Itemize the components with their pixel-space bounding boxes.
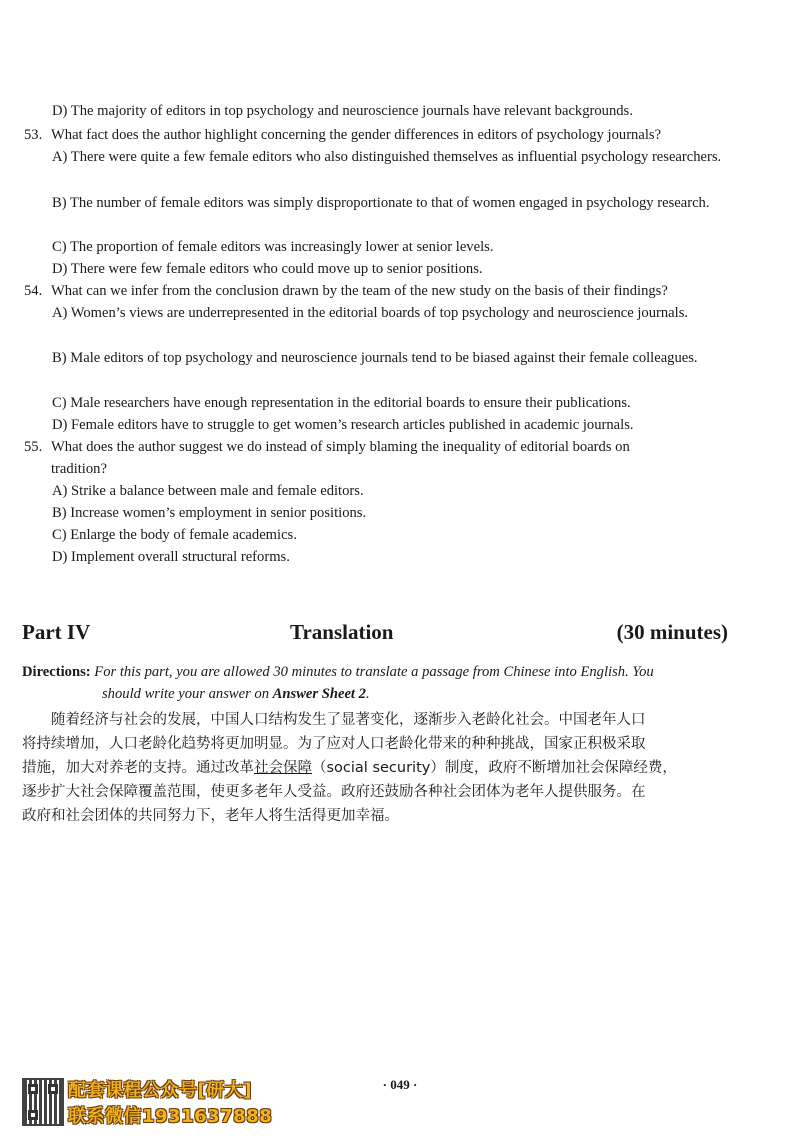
- passage-line-2: 将持续增加，人口老龄化趋势将更加明显。为了应对人口老龄化带来的种种挑战，国家正积极采取: [22, 736, 646, 752]
- promo-watermark: [22, 1076, 322, 1130]
- answer-sheet-ref: Answer Sheet 2: [272, 686, 366, 702]
- q54-stem: [24, 280, 730, 302]
- social-security-term: 社会保障: [254, 760, 312, 776]
- q53-stem-text: What fact does the author highlight concerning the gender differences in editors of psychology journals?: [51, 127, 662, 143]
- passage-line-3b: （social security）制度，政府不断增加社会保障经费，: [312, 760, 677, 776]
- promo-line-1: 配套课程公众号[研大]: [68, 1080, 252, 1101]
- q55-option-a: A) Strike a balance between male and female editors.: [52, 483, 364, 499]
- part-label: Part IV: [22, 620, 91, 644]
- q55-option-c: C) Enlarge the body of female academics.: [52, 527, 297, 543]
- directions-text-2a: should write your answer on: [102, 686, 273, 702]
- q52-option-d: D) The majority of editors in top psychology and neuroscience journals have relevant backgrounds.: [52, 103, 633, 119]
- q53-option-a: A) There were quite a few female editors who also distinguished themselves as influential psychology researchers.: [52, 149, 722, 165]
- directions-label: Directions:: [22, 664, 91, 680]
- q54-option-c: C) Male researchers have enough representation in the editorial boards to ensure their publications.: [52, 395, 631, 411]
- passage-line-5: 政府和社会团体的共同努力下，老年人将生活得更加幸福。: [22, 808, 399, 824]
- q53-option-d: D) There were few female editors who could move up to senior positions.: [52, 261, 483, 277]
- promo-line-2: 联系微信1931637888: [68, 1106, 273, 1127]
- q54-option-b: B) Male editors of top psychology and neuroscience journals tend to be biased against their female colleagues.: [52, 350, 698, 366]
- q54-option-a: A) Women’s views are underrepresented in the editorial boards of top psychology and neuroscience journals.: [52, 305, 689, 321]
- q55-stem-line1: What does the author suggest we do instead of simply blaming the inequality of editorial boards on: [51, 439, 630, 455]
- directions-text-line1: For this part, you are allowed 30 minutes to translate a passage from Chinese into English. You: [94, 664, 654, 680]
- q54-number: 54.: [24, 283, 43, 299]
- passage-line-3a: 措施，加大对养老的支持。通过改革: [22, 760, 254, 776]
- page-number: · 049 ·: [382, 1077, 418, 1092]
- q55-option-b: B) Increase women’s employment in senior positions.: [52, 505, 367, 521]
- qr-finder-bottom-left: [28, 1110, 38, 1120]
- qr-code-icon: [22, 1078, 64, 1126]
- directions-text-line2: [22, 683, 728, 705]
- qr-finder-top-right: [48, 1084, 58, 1094]
- q55-stem-line2: tradition?: [51, 461, 107, 477]
- passage-line-3: [22, 756, 728, 780]
- q53-option-c: C) The proportion of female editors was increasingly lower at senior levels.: [52, 239, 494, 255]
- q55-number: 55.: [24, 439, 43, 455]
- part-time: (30 minutes): [616, 620, 728, 644]
- passage-line-1: 随着经济与社会的发展，中国人口结构发生了显著变化，逐渐步入老龄化社会。中国老年人口: [51, 712, 646, 728]
- q53-number: 53.: [24, 127, 43, 143]
- qr-finder-top-left: [28, 1084, 38, 1094]
- translation-passage: [22, 708, 728, 828]
- directions-text-2b: .: [365, 686, 370, 702]
- passage-line-4: 逐步扩大社会保障覆盖范围，使更多老年人受益。政府还鼓励各种社会团体为老年人提供服务。在: [22, 784, 646, 800]
- q54-stem-text: What can we infer from the conclusion drawn by the team of the new study on the basis of their findings?: [51, 283, 668, 299]
- q53-stem: [24, 124, 730, 146]
- directions: [22, 661, 728, 705]
- part-title: Translation: [290, 620, 394, 644]
- part-heading: [22, 620, 728, 650]
- q54-option-d: D) Female editors have to struggle to get women’s research articles published in academic journals.: [52, 417, 634, 433]
- q55-stem: [24, 436, 730, 480]
- q55-option-d: D) Implement overall structural reforms.: [52, 549, 290, 565]
- q53-option-b: B) The number of female editors was simply disproportionate to that of women engaged in psychology research.: [52, 195, 710, 211]
